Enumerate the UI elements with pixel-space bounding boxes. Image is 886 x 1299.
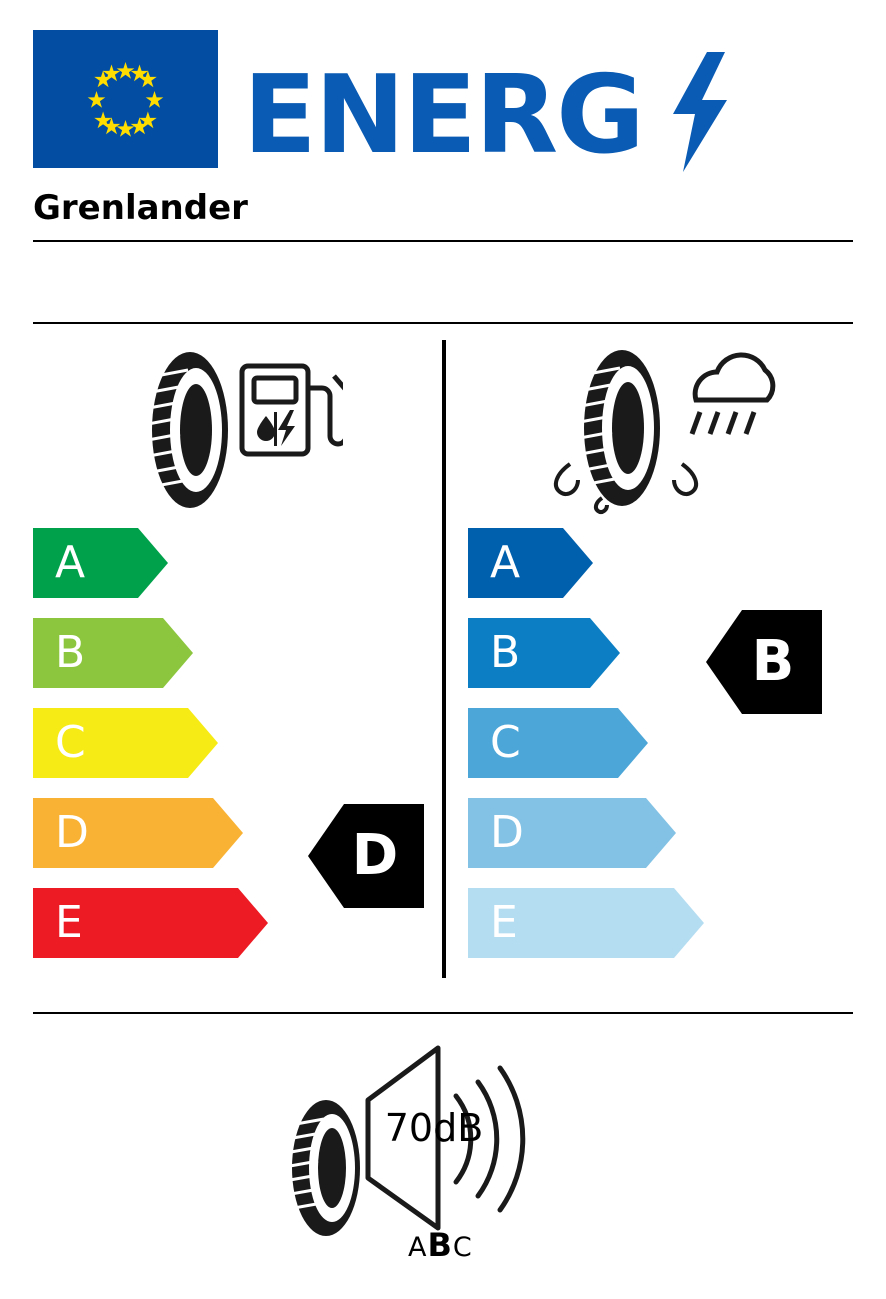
wet-grade-c	[468, 708, 648, 778]
brand-name: Grenlander	[33, 188, 248, 228]
tyre-rain-cloud-icon	[540, 348, 790, 520]
noise-class-c: C	[452, 1232, 473, 1263]
wet-grade-e	[468, 888, 704, 958]
wet-grip-scale	[468, 528, 868, 978]
fuel-grade-d-letter: D	[55, 807, 89, 858]
divider-noise	[33, 1012, 853, 1014]
fuel-efficiency-result-badge	[308, 798, 424, 914]
lightning-bolt-icon	[669, 52, 729, 172]
wet-grade-a	[468, 528, 593, 598]
noise-class-b-selected: B	[427, 1226, 453, 1264]
brand-row	[33, 188, 853, 240]
fuel-grade-a	[33, 528, 168, 598]
fuel-grade-c	[33, 708, 218, 778]
eu-flag-icon	[33, 30, 218, 168]
fuel-grade-d	[33, 798, 243, 868]
fuel-grade-b	[33, 618, 193, 688]
grade-arrow-icon	[468, 528, 593, 598]
wet-grade-d	[468, 798, 676, 868]
fuel-grade-e-letter: E	[55, 897, 83, 948]
noise-db-value: 70dB	[384, 1106, 484, 1150]
fuel-grade-a-letter: A	[55, 537, 86, 588]
energy-wordmark: ENERG	[243, 53, 643, 178]
fuel-grade-e	[33, 888, 268, 958]
wet-grip-result-letter: B	[751, 629, 795, 694]
wet-grade-a-letter: A	[490, 537, 521, 588]
tyre-loudspeaker-icon	[278, 1038, 588, 1264]
wet-grade-d-letter: D	[490, 807, 524, 858]
label-header	[33, 30, 853, 178]
wet-grade-b-letter: B	[490, 627, 521, 678]
noise-class-a: A	[408, 1232, 428, 1263]
wet-grade-b	[468, 618, 620, 688]
fuel-grade-b-letter: B	[55, 627, 86, 678]
divider-vertical	[442, 340, 446, 978]
wet-grade-e-letter: E	[490, 897, 518, 948]
fuel-grade-c-letter: C	[55, 717, 86, 768]
grade-arrow-icon	[33, 528, 168, 598]
noise-class-scale	[408, 1226, 473, 1264]
divider-top	[33, 322, 853, 324]
divider-brand	[33, 240, 853, 242]
tyre-fuel-pump-icon	[118, 348, 343, 513]
wet-grade-c-letter: C	[490, 717, 521, 768]
fuel-efficiency-result-letter: D	[351, 823, 399, 888]
wet-grip-result-badge	[706, 604, 822, 720]
